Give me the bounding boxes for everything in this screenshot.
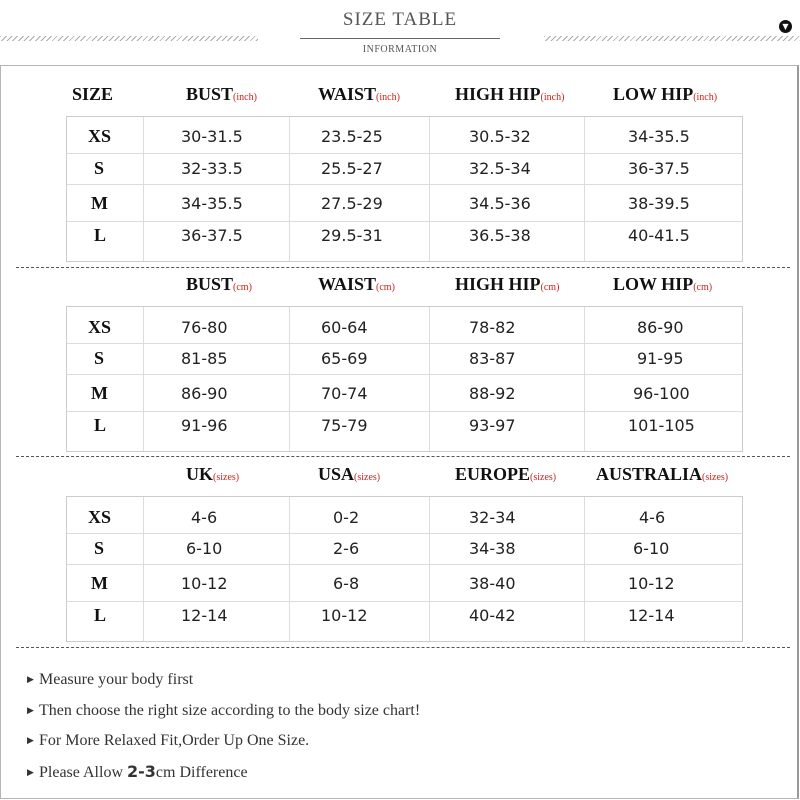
table-cell: 83-87 bbox=[469, 349, 516, 368]
table-cell: 32-34 bbox=[469, 508, 516, 527]
table-cell: 34-35.5 bbox=[628, 127, 690, 146]
note-difference: ▶ Please Allow 2-3cm Difference bbox=[27, 762, 248, 781]
table-cell: 65-69 bbox=[321, 349, 368, 368]
table-cell: 101-105 bbox=[628, 416, 695, 435]
table-cell: 38-40 bbox=[469, 574, 516, 593]
triangle-right-icon: ▶ bbox=[27, 736, 34, 746]
table-cell: 29.5-31 bbox=[321, 226, 383, 245]
triangle-right-icon: ▶ bbox=[27, 706, 34, 716]
table-cell: 0-2 bbox=[333, 508, 360, 527]
table-cell: 40-41.5 bbox=[628, 226, 690, 245]
page-title: SIZE TABLE bbox=[342, 9, 458, 30]
table-cell: 88-92 bbox=[469, 384, 516, 403]
table-cell: 30.5-32 bbox=[469, 127, 531, 146]
row-label-m: M bbox=[91, 193, 108, 213]
row-label-l: L bbox=[94, 225, 107, 245]
table-cell: 40-42 bbox=[469, 606, 516, 625]
table-cell: 36.5-38 bbox=[469, 226, 531, 245]
header-europe: EUROPE(sizes) bbox=[455, 464, 557, 484]
table-cell: 81-85 bbox=[181, 349, 228, 368]
header-waist-inch: WAIST(inch) bbox=[318, 84, 400, 104]
table-cell: 23.5-25 bbox=[321, 127, 383, 146]
header-australia: AUSTRALIA(sizes) bbox=[596, 464, 729, 484]
table-cell: 93-97 bbox=[469, 416, 516, 435]
note-relaxed-fit: ▶ For More Relaxed Fit,Order Up One Size. bbox=[27, 732, 310, 749]
table-cell: 2-6 bbox=[333, 539, 360, 558]
table-cell: 4-6 bbox=[191, 508, 218, 527]
row-label-l: L bbox=[94, 605, 107, 625]
header-underline bbox=[300, 38, 500, 39]
table-cell: 34-38 bbox=[469, 539, 516, 558]
header-waist-cm: WAIST(cm) bbox=[318, 274, 395, 294]
table-cell: 36-37.5 bbox=[628, 159, 690, 178]
table-cell: 12-14 bbox=[628, 606, 675, 625]
table-cell: 27.5-29 bbox=[321, 194, 383, 213]
header-low-hip-cm: LOW HIP(cm) bbox=[613, 274, 713, 294]
row-label-l: L bbox=[94, 415, 107, 435]
table-cell: 6-10 bbox=[633, 539, 670, 558]
header-bust-inch: BUST(inch) bbox=[186, 84, 257, 104]
row-label-s: S bbox=[94, 348, 105, 368]
section-divider bbox=[16, 267, 790, 268]
row-label-xs: XS bbox=[88, 126, 112, 146]
table-cell: 10-12 bbox=[181, 574, 228, 593]
table-cell: 6-10 bbox=[186, 539, 223, 558]
table-cell: 10-12 bbox=[321, 606, 368, 625]
table-cell: 91-95 bbox=[637, 349, 684, 368]
table-cell: 32.5-34 bbox=[469, 159, 531, 178]
table-cell: 86-90 bbox=[181, 384, 228, 403]
row-label-xs: XS bbox=[88, 317, 112, 337]
row-label-m: M bbox=[91, 383, 108, 403]
row-label-s: S bbox=[94, 158, 105, 178]
table-cell: 4-6 bbox=[639, 508, 666, 527]
header-high-hip-inch: HIGH HIP(inch) bbox=[455, 84, 565, 104]
table-cell: 32-33.5 bbox=[181, 159, 243, 178]
row-label-xs: XS bbox=[88, 507, 112, 527]
section-divider bbox=[16, 647, 790, 648]
header-uk: UK(sizes) bbox=[186, 464, 240, 484]
table-cell: 10-12 bbox=[628, 574, 675, 593]
table-cell: 76-80 bbox=[181, 318, 228, 337]
header-usa: USA(sizes) bbox=[318, 464, 381, 484]
note-choose-size: ▶ Then choose the right size according to the body size chart! bbox=[27, 702, 421, 719]
chevron-down-icon[interactable]: ▼ bbox=[779, 20, 792, 33]
header-divider-right bbox=[544, 36, 800, 41]
table-cell: 25.5-27 bbox=[321, 159, 383, 178]
section-divider bbox=[16, 456, 790, 457]
table-cell: 60-64 bbox=[321, 318, 368, 337]
table-cell: 34.5-36 bbox=[469, 194, 531, 213]
table-cell: 30-31.5 bbox=[181, 127, 243, 146]
row-label-m: M bbox=[91, 573, 108, 593]
page-subtitle: INFORMATION bbox=[362, 44, 438, 55]
table-cell: 96-100 bbox=[633, 384, 690, 403]
row-label-s: S bbox=[94, 538, 105, 558]
header-divider-left bbox=[0, 36, 258, 41]
table-cell: 34-35.5 bbox=[181, 194, 243, 213]
note-measure: ▶ Measure your body first bbox=[27, 671, 194, 688]
table-cell: 6-8 bbox=[333, 574, 360, 593]
header-high-hip-cm: HIGH HIP(cm) bbox=[455, 274, 560, 294]
triangle-right-icon: ▶ bbox=[27, 675, 34, 685]
table-cell: 78-82 bbox=[469, 318, 516, 337]
table-cell: 91-96 bbox=[181, 416, 228, 435]
table-cell: 75-79 bbox=[321, 416, 368, 435]
header-bust-cm: BUST(cm) bbox=[186, 274, 252, 294]
table-cell: 12-14 bbox=[181, 606, 228, 625]
size-column-header: SIZE bbox=[72, 84, 114, 104]
table-cell: 86-90 bbox=[637, 318, 684, 337]
table-cell: 36-37.5 bbox=[181, 226, 243, 245]
header-low-hip-inch: LOW HIP(inch) bbox=[613, 84, 718, 104]
triangle-right-icon: ▶ bbox=[27, 768, 34, 778]
table-cell: 38-39.5 bbox=[628, 194, 690, 213]
table-cell: 70-74 bbox=[321, 384, 368, 403]
